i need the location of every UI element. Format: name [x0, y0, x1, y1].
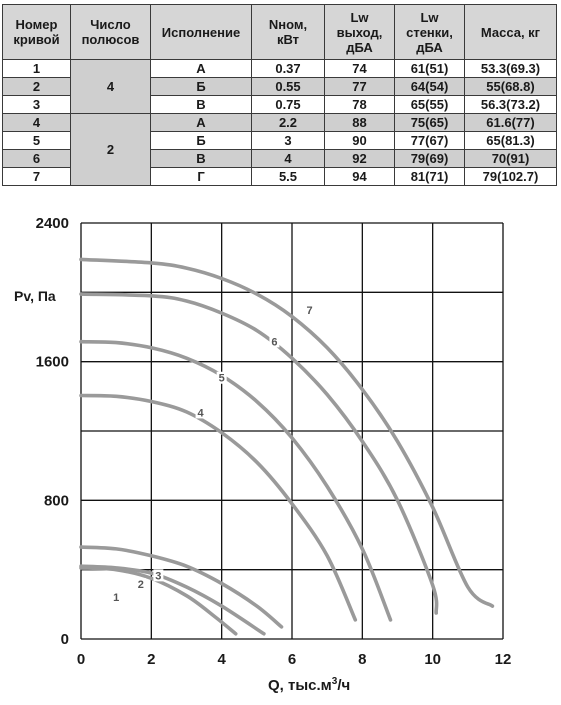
cell-poles: 2 [71, 114, 151, 186]
curve-label: 2 [137, 579, 144, 591]
cell-lw-wall: 64(54) [395, 78, 465, 96]
cell-power: 0.37 [252, 60, 325, 78]
header-text: выход, [336, 24, 383, 40]
header-text: Nном, [268, 17, 308, 32]
chart-ticks [36, 215, 512, 668]
chart-curves [81, 259, 492, 633]
cell-lw-out: 94 [325, 168, 395, 186]
y-tick-label: 1600 [35, 353, 69, 371]
curve-label: 3 [155, 570, 162, 583]
curve-label: 1 [113, 592, 120, 604]
table-header-cell [71, 5, 151, 60]
cell-power: 2.2 [252, 114, 325, 132]
cell-mass: 70(91) [465, 150, 557, 168]
curve-label: 4 [197, 407, 204, 420]
cell-curve: 7 [3, 168, 71, 186]
cell-power: 4 [252, 150, 325, 168]
curve-4 [81, 396, 355, 620]
cell-variant: Г [151, 168, 252, 186]
table-header-cell [151, 5, 252, 60]
header-text: кВт [276, 32, 300, 47]
cell-mass: 79(102.7) [465, 168, 557, 186]
x-tick-label: 6 [287, 651, 297, 668]
cell-power: 5.5 [252, 168, 325, 186]
table-header-cell [252, 5, 325, 60]
header-text: Lw [350, 9, 369, 25]
cell-lw-out: 88 [325, 114, 395, 132]
spec-table [2, 4, 557, 186]
table-header-row [3, 5, 557, 60]
cell-lw-wall: 79(69) [395, 150, 465, 168]
cell-lw-wall: 65(55) [395, 96, 465, 114]
header-text: кривой [13, 32, 60, 47]
cell-mass: 61.6(77) [465, 114, 557, 132]
y-tick-label: 800 [43, 492, 69, 510]
cell-variant: Б [151, 78, 252, 96]
header-text: Lw [420, 9, 439, 25]
curve-5 [81, 342, 391, 620]
cell-variant: В [151, 150, 252, 168]
curve-3 [81, 547, 282, 627]
curve-2 [81, 566, 264, 634]
header-text: дБА [346, 39, 373, 55]
table-header-cell [465, 5, 557, 60]
table-header-cell [3, 5, 71, 60]
header-text: Номер [15, 17, 58, 32]
x-tick-label: 2 [147, 651, 156, 668]
cell-lw-out: 78 [325, 96, 395, 114]
table-body [3, 60, 557, 186]
cell-lw-wall: 61(51) [395, 60, 465, 78]
x-tick-label: 0 [76, 651, 86, 668]
cell-curve: 6 [3, 150, 71, 168]
x-tick-label: 8 [358, 651, 367, 668]
cell-power: 0.75 [252, 96, 325, 114]
curve-label: 7 [306, 305, 313, 318]
cell-lw-out: 92 [325, 150, 395, 168]
header-text: дБА [416, 39, 443, 55]
cell-variant: Б [151, 132, 252, 150]
header-text: Масса, кг [480, 24, 541, 40]
x-axis-label: Q, $тыс.м^3/ч$ [268, 676, 351, 694]
x-tick-label: 4 [217, 651, 226, 668]
cell-lw-out: 74 [325, 60, 395, 78]
chart-svg [0, 208, 561, 700]
header-text: Число [90, 17, 131, 32]
cell-lw-out: 77 [325, 78, 395, 96]
y-axis-label: Pv, Па [14, 288, 56, 304]
header-text: стенки, [406, 24, 453, 40]
table-row [3, 60, 557, 78]
cell-power: 3 [252, 132, 325, 150]
cell-lw-out: 90 [325, 132, 395, 150]
table-row [3, 114, 557, 132]
cell-power: 0.55 [252, 78, 325, 96]
cell-curve: 1 [3, 60, 71, 78]
cell-mass: 65(81.3) [465, 132, 557, 150]
cell-variant: В [151, 96, 252, 114]
x-tick-label: 12 [494, 651, 512, 668]
cell-curve: 4 [3, 114, 71, 132]
cell-lw-wall: 75(65) [395, 114, 465, 132]
fan-curve-chart [0, 208, 561, 700]
cell-poles: 4 [71, 60, 151, 114]
cell-curve: 5 [3, 132, 71, 150]
curve-label: 6 [271, 336, 278, 349]
header-text: полюсов [81, 32, 140, 47]
header-text: Исполнение [161, 24, 241, 40]
cell-variant: А [151, 114, 252, 132]
cell-mass: 53.3(69.3) [465, 60, 557, 78]
y-tick-label: 0 [60, 631, 69, 648]
cell-mass: 56.3(73.2) [465, 96, 557, 114]
table-header-cell [325, 5, 395, 60]
cell-curve: 3 [3, 96, 71, 114]
table-header-cell [395, 5, 465, 60]
cell-mass: 55(68.8) [465, 78, 557, 96]
cell-curve: 2 [3, 78, 71, 96]
cell-lw-wall: 81(71) [395, 168, 465, 186]
cell-lw-wall: 77(67) [395, 132, 465, 150]
curve-6 [81, 294, 437, 613]
y-tick-label: 2400 [35, 215, 69, 232]
curve-label: 5 [218, 372, 225, 385]
cell-variant: А [151, 60, 252, 78]
x-tick-label: 10 [424, 651, 442, 668]
